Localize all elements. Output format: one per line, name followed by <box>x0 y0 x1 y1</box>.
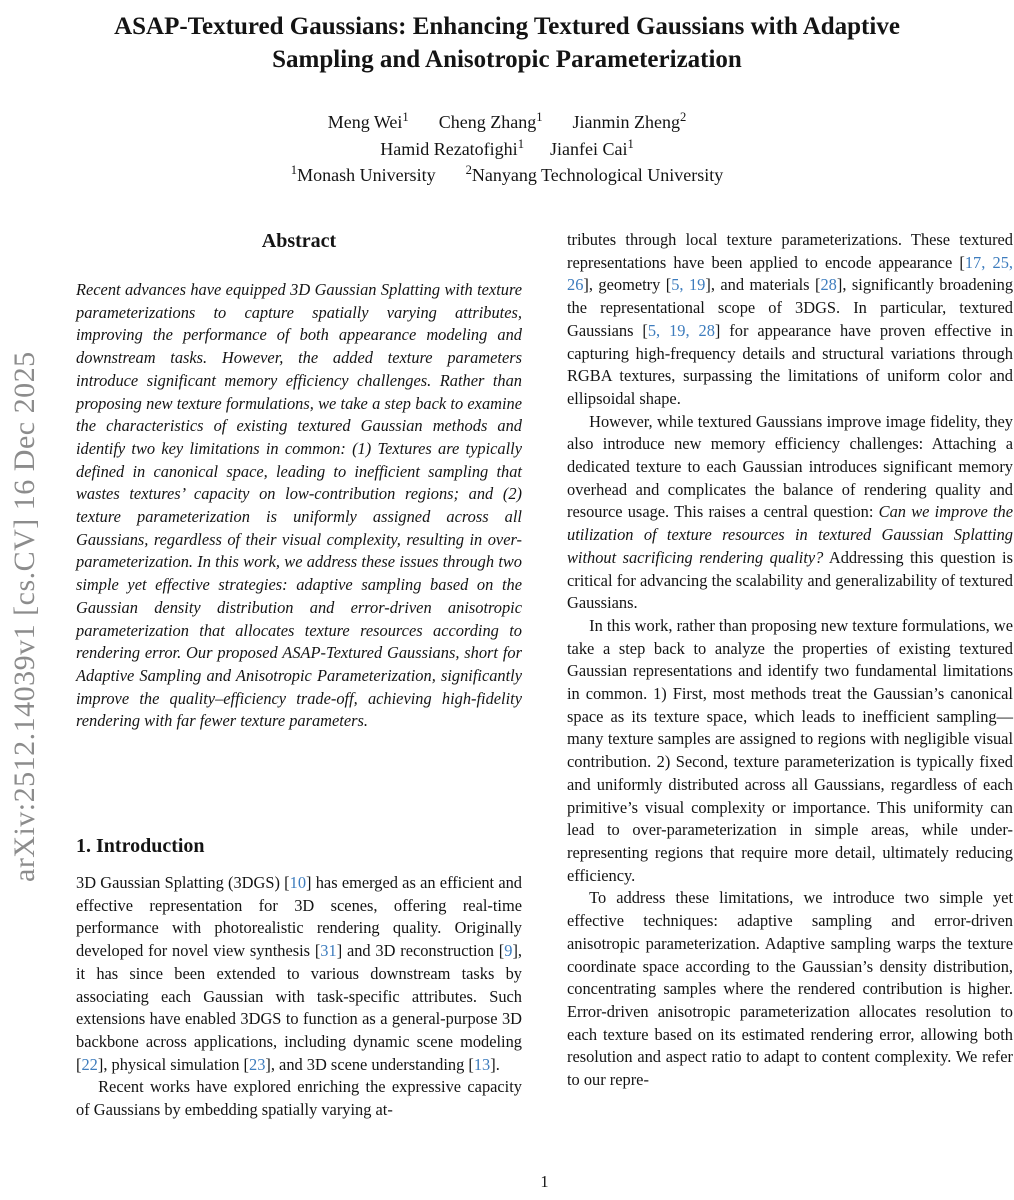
citation-link[interactable]: 28 <box>820 275 837 295</box>
paper-title-line2: Sampling and Anisotropic Parameterization <box>272 46 742 73</box>
citation-link[interactable]: 22 <box>81 1054 98 1074</box>
abstract-heading: Abstract <box>261 230 337 252</box>
citation-link[interactable]: 17, 25, 26 <box>567 252 1013 295</box>
author-name: Meng Wei$^1$ <box>327 110 409 132</box>
body-paragraph: In this work, rather than proposing new texture formulations, we take a step back to analyze the properties of existing textured Gaussian representations and identify two fundamental limitations in common. 1) First, most methods treat the Gaussian’s canonical space as its texture space, which leads to inefficient sampling—many texture samples are assigned to regions with negligible visual contribution. 2) Second, texture parameterization is typically fixed and uniformly distributed across all Gaussians, regardless of each primitive’s visual complexity or importance. This uniformity can lead to over-parameterization in simple areas, while under-representing regions that require more detail, ultimately reducing efficiency. <box>567 615 1013 885</box>
introduction-paragraph: 3D Gaussian Splatting (3DGS) [10] has emerged as an efficient and effective representation for 3D scenes, offering real-time performance with photorealistic rendering quality. Originally developed for novel view synthesis [31] and 3D reconstruction [9], it has since been extended to various downstream tasks by associating each Gaussian with task-specific attributes. Such extensions have enabled 3DGS to function as a general-purpose 3D backbone across applications, including dynamic scene modeling [22], physical simulation [23], and 3D scene understanding [13]. <box>76 873 523 1074</box>
abstract-body: Recent advances have equipped 3D Gaussian Splatting with texture parameterizations to capture spatially varying attributes, improving the performance of both appearance modeling and downstream tasks. However, the added texture parameters introduce significant memory efficiency challenges. Rather than proposing new texture formulations, we take a step back to examine the characteristics of existing textured Gaussian methods and identify two key limitations in common: (1) Textures are typically defined in canonical space, leading to inefficient sampling that wastes textures’ capacity on low-contribution regions; and (2) texture parameterization is uniformly assigned across all Gaussians, regardless of their visual complexity, resulting in over-parameterization. In this work, we address these issues through two simple yet effective strategies: adaptive sampling based on the Gaussian density distribution and error-driven anisotropic parameterization that allocates texture resources according to rendering error. Our proposed ASAP-Textured Gaussians, short for Adaptive Sampling and Anisotropic Parameterization, significantly improve the quality–efficiency trade-off, achieving high-fidelity rendering with far fewer texture parameters. <box>76 280 522 731</box>
citation-link[interactable]: 31 <box>320 941 337 961</box>
body-paragraph: To address these limitations, we introduce two simple yet effective techniques: adaptive sampling and error-driven anisotropic parameterization. Adaptive sampling warps the texture coordinate space according to the Gaussian’s density distribution, concentrating samples where the rendered contribution is higher. Error-driven anisotropic parameterization allocates resolution to each texture based on its estimated rendering error, allowing both resolution and aspect ratio to adapt to content complexity. We refer to our repre- <box>567 888 1013 1090</box>
author-affiliation-mark: 1 <box>536 110 543 124</box>
affiliation-mark: 2 <box>465 163 472 177</box>
abstract-section <box>76 230 522 733</box>
body-paragraph: tributes through local texture parameterizations. These textured representations have been applied to encode appearance [17, 25, 26], geometry [5, 19], and materials [28], significantly broadening the representational scope of 3DGS. In particular, textured Gaussians [5, 19, 28] for appearance have proven effective in capturing high-frequency details and structural variations through RGBA textures, surpassing the limitations of uniform color and ellipsoidal shape. <box>567 230 1014 408</box>
author-affiliation-mark: 1 <box>402 110 409 124</box>
citation-link[interactable]: 13 <box>473 1054 491 1074</box>
paper-title <box>0 10 1014 76</box>
arxiv-watermark: arXiv:2512.14039v1 [cs.CV] 16 Dec 2025 <box>8 351 41 882</box>
introduction-heading: 1. Introduction <box>76 835 205 857</box>
affiliation-mark: 1 <box>290 163 298 177</box>
paper-title-line1: ASAP-Textured Gaussians: Enhancing Textured Gaussians with Adaptive <box>114 13 900 40</box>
author-name: Cheng Zhang$^1$ <box>438 110 543 132</box>
authors-block <box>0 109 1014 189</box>
authors-row-1 <box>0 109 1014 136</box>
page-number: 1 <box>540 1172 549 1191</box>
introduction-paragraph: Recent works have explored enriching the expressive capacity of Gaussians by embedding spatially varying at- <box>76 1077 522 1120</box>
authors-row-2 <box>0 136 1014 163</box>
paper-header <box>0 0 1014 189</box>
affiliations-row <box>0 162 1014 189</box>
author-name: Jianfei Cai$^1$ <box>549 136 634 159</box>
author-affiliation-mark: 1 <box>517 136 524 151</box>
author-affiliation-mark: 1 <box>627 136 634 151</box>
affiliation: $^1$Monash University <box>290 163 436 185</box>
affiliation: $^2$Nanyang Technological University <box>465 163 724 185</box>
left-column <box>76 230 522 1170</box>
citation-link[interactable]: 10 <box>289 873 307 892</box>
introduction-section <box>76 835 522 1122</box>
citation-link[interactable]: 5, 19, 28 <box>647 320 715 340</box>
citation-link[interactable]: 9 <box>504 941 513 961</box>
right-column <box>567 229 1013 1092</box>
author-name: Jianmin Zheng$^2$ <box>572 110 687 132</box>
citation-link[interactable]: 5, 19 <box>671 275 706 295</box>
body-paragraph: However, while textured Gaussians improve image fidelity, they also introduce new memory efficiency challenges: Attaching a dedicated texture to each Gaussian introduces significant memory overhead and complicates the balance of rendering quality and resource usage. This raises a central question: Can we improve the utilization of texture resources in textured Gaussian Splatting without sacrificing rendering quality? Addressing this question is critical for advancing the scalability and generalizability of textured Gaussians. <box>567 411 1013 613</box>
citation-link[interactable]: 23 <box>249 1054 266 1074</box>
author-affiliation-mark: 2 <box>679 110 687 124</box>
author-name: Hamid Rezatofighi$^1$ <box>380 136 524 159</box>
